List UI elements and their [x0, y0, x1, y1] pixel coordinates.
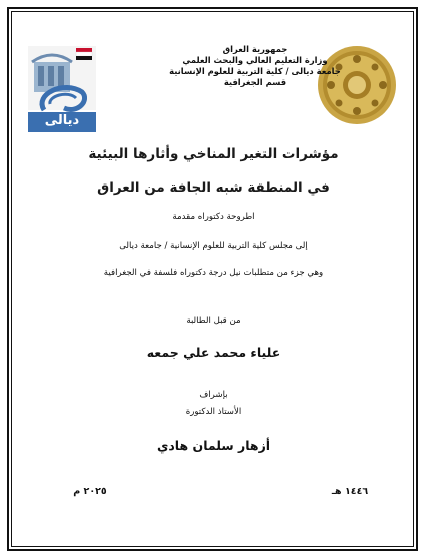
- institution-header: [150, 44, 360, 88]
- diyala-university-logo: [24, 44, 100, 134]
- thesis-type: اطروحة دكتوراه مقدمة: [172, 212, 255, 222]
- thesis-title-line1: مؤشرات التغير المناخي وأثارها البيئية: [88, 146, 339, 162]
- supervisor-label: بإشراف: [199, 390, 228, 400]
- supervisor-title: الأستاذ الدكتورة: [185, 407, 242, 417]
- submission-text: إلى مجلس كلية التربية للعلوم الإنسانية / جامعة ديالى: [119, 241, 308, 251]
- date-gregorian: ٢٠٢٥ م: [73, 486, 107, 497]
- header-country: جمهورية العراق: [222, 44, 288, 54]
- degree-text: وهي جزء من متطلبات نيل درجة دكتوراه فلسفة في الجغرافية: [103, 268, 324, 278]
- header-ministry: وزارة التعليم العالي والبحث العلمي: [182, 55, 328, 65]
- date-hijri: ١٤٤٦ هـ: [331, 486, 369, 497]
- student-name: علياء محمد علي جمعه: [146, 345, 281, 360]
- supervisor-name: أزهار سلمان هادي: [156, 438, 271, 453]
- logo-left-text: ديالى: [44, 113, 80, 128]
- header-department: قسم الجغرافية: [223, 77, 287, 87]
- thesis-title-line2: في المنطقة شبه الجافة من العراق: [97, 180, 330, 196]
- header-college: جامعة ديالى / كلية التربية للعلوم الإنسانية: [169, 66, 341, 76]
- student-label: من قبل الطالبة: [186, 316, 241, 326]
